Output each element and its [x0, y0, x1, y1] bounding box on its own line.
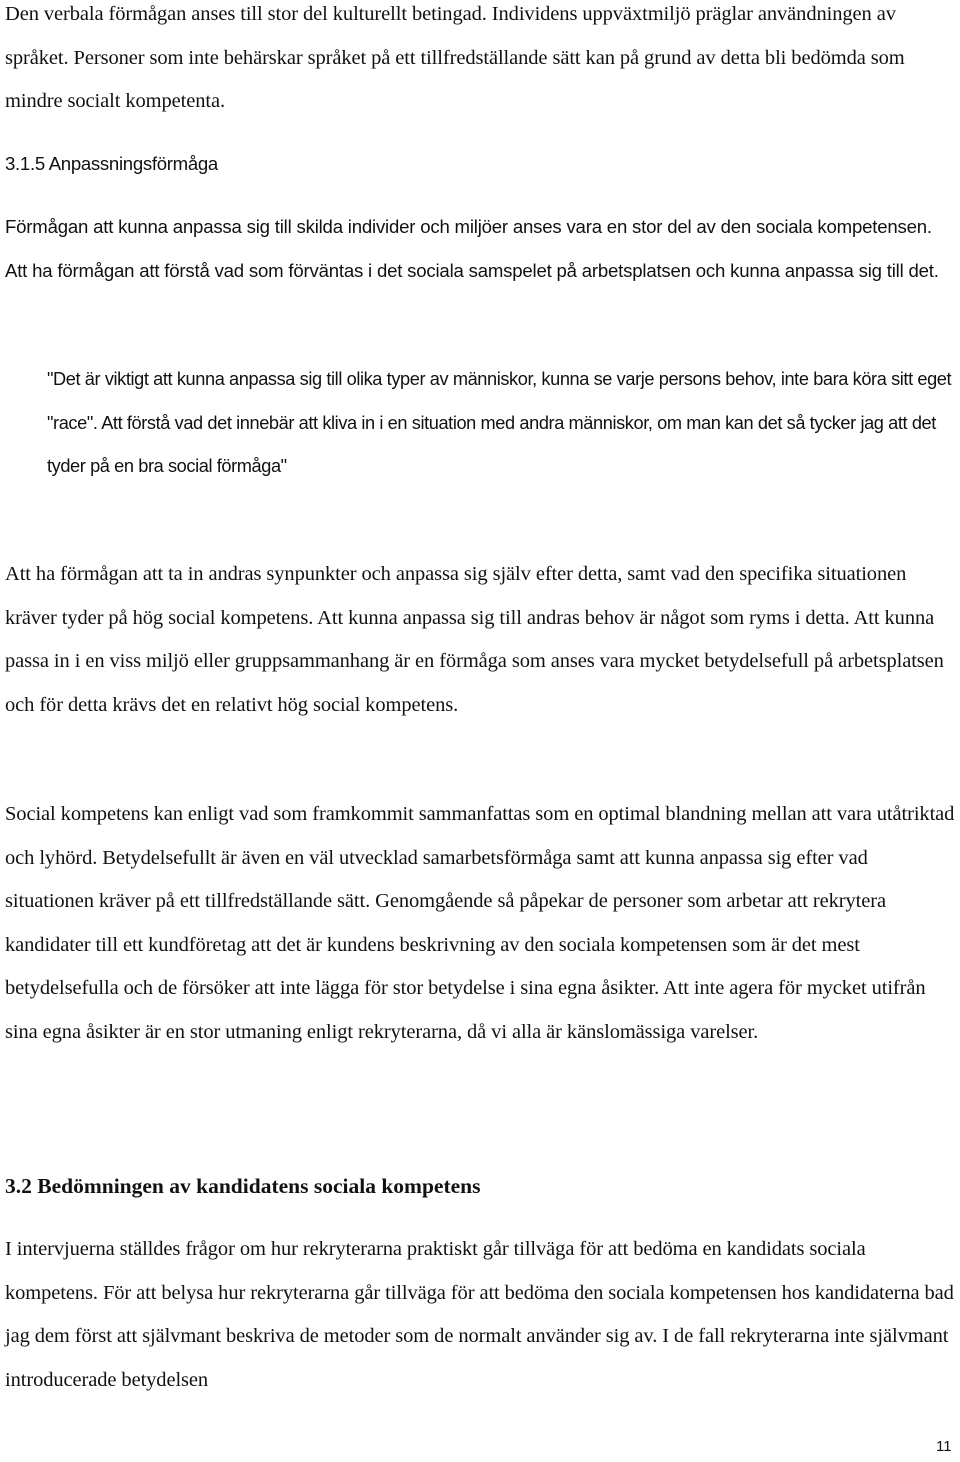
- section-heading-3-1-5: 3.1.5 Anpassningsförmåga: [5, 153, 218, 174]
- paragraph-summary: Social kompetens kan enligt vad som framkommit sammanfattas som en optimal blandning mellan att vara utåtriktad och lyhörd. Betydelsefullt är även en väl utvecklad samarbetsförmåga samt att kunna anpassa sig efter vad situationen kräver på ett tillfredställande sätt. Genomgående så påpekar de personer som arbetar att rekrytera kandidater till ett kundföretag att det är kundens beskrivning av den sociala kompetensen som är det mest betydelsefulla och de försöker att inte lägga för stor betydelse i sina egna åsikter. Att inte agera för mycket utifrån sina egna åsikter är en stor utmaning enligt rekryterarna, då vi alla är känslomässiga varelser.: [5, 803, 955, 1043]
- paragraph-anpassningsformaga: Förmågan att kunna anpassa sig till skilda individer och miljöer anses vara en stor del av den sociala kompetensen. Att ha förmågan att förstå vad som förväntas i det sociala samspelet på arbetsplatsen och kunna anpassa sig till det.: [5, 216, 939, 281]
- section-heading-3-2: 3.2 Bedömningen av kandidatens sociala kompetens: [5, 1174, 481, 1198]
- interview-quote: "Det är viktigt att kunna anpassa sig till olika typer av människor, kunna se varje persons behov, inte bara köra sitt eget "race". Att förstå vad det innebär att kliva in i en situation med andra människor, om man kan det så tycker jag att det tyder på en bra social förmåga": [47, 369, 952, 477]
- paragraph-bedomningen: I intervjuerna ställdes frågor om hur rekryterarna praktiskt går tillväga för att bedöma en kandidats sociala kompetens. För att belysa hur rekryterarna går tillväga för att bedöma den sociala kompetensen hos kandidaterna bad jag dem först att självmant beskriva de metoder som de normalt använder sig av. I de fall rekryterarna inte självmant introducerade betydelsen: [5, 1238, 954, 1391]
- paragraph-after-quote: Att ha förmågan att ta in andras synpunkter och anpassa sig själv efter detta, samt vad den specifika situationen kräver tyder på hög social kompetens. Att kunna anpassa sig till andras behov är något som ryms i detta. Att kunna passa in i en viss miljö eller gruppsammanhang är en förmåga som anses vara mycket betydelsefull på arbetsplatsen och för detta krävs det en relativt hög social kompetens.: [5, 563, 944, 716]
- paragraph-intro: Den verbala förmågan anses till stor del kulturellt betingad. Individens uppväxtmiljö präglar användningen av språket. Personer som inte behärskar språket på ett tillfredställande sätt kan på grund av detta bli bedömda som mindre socialt kompetenta.: [5, 3, 905, 113]
- page-number: 11: [936, 1438, 952, 1455]
